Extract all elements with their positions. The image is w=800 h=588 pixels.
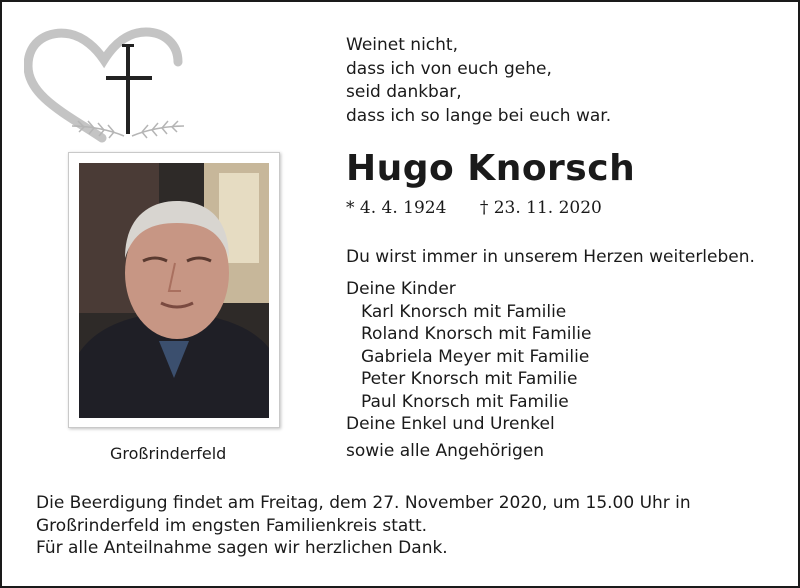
funeral-line: Für alle Anteilnahme sagen wir herzlichen Dank. <box>36 538 448 558</box>
heart-cross-emblem <box>24 26 192 156</box>
grandchildren-line: Deine Enkel und Urenkel <box>346 414 555 434</box>
heart-outline-icon <box>28 32 178 138</box>
remembrance-line: Du wirst immer in unserem Herzen weiterleben. <box>346 247 755 267</box>
mourners-list <box>346 278 591 462</box>
life-dates <box>346 198 602 218</box>
deceased-name: Hugo Knorsch <box>346 148 636 189</box>
verse-line: dass ich von euch gehe, <box>346 58 552 79</box>
funeral-line: Die Beerdigung findet am Freitag, dem 27. November 2020, um 15.00 Uhr in <box>36 493 691 513</box>
child-entry: Karl Knorsch mit Familie <box>361 301 567 322</box>
branch-right-icon <box>132 121 184 138</box>
child-entry: Peter Knorsch mit Familie <box>361 369 578 389</box>
funeral-line: Großrinderfeld im engsten Familienkreis statt. <box>36 515 428 536</box>
children-heading: Deine Kinder <box>346 279 456 299</box>
place-of-residence: Großrinderfeld <box>110 444 227 463</box>
portrait-photo <box>79 163 269 418</box>
portrait-frame <box>68 152 280 428</box>
child-entry: Gabriela Meyer mit Familie <box>361 346 590 367</box>
memorial-verse <box>346 34 611 128</box>
child-entry: Roland Knorsch mit Familie <box>361 324 592 344</box>
birth-date: * 4. 4. 1924 <box>346 198 447 218</box>
funeral-notice <box>36 492 691 560</box>
verse-line: seid dankbar, <box>346 82 462 102</box>
verse-line: dass ich so lange bei euch war. <box>346 105 612 126</box>
verse-line: Weinet nicht, <box>346 35 458 55</box>
death-date: † 23. 11. 2020 <box>479 198 602 218</box>
cross-icon <box>106 44 152 134</box>
relatives-line: sowie alle Angehörigen <box>346 440 545 461</box>
child-entry: Paul Knorsch mit Familie <box>361 391 569 412</box>
